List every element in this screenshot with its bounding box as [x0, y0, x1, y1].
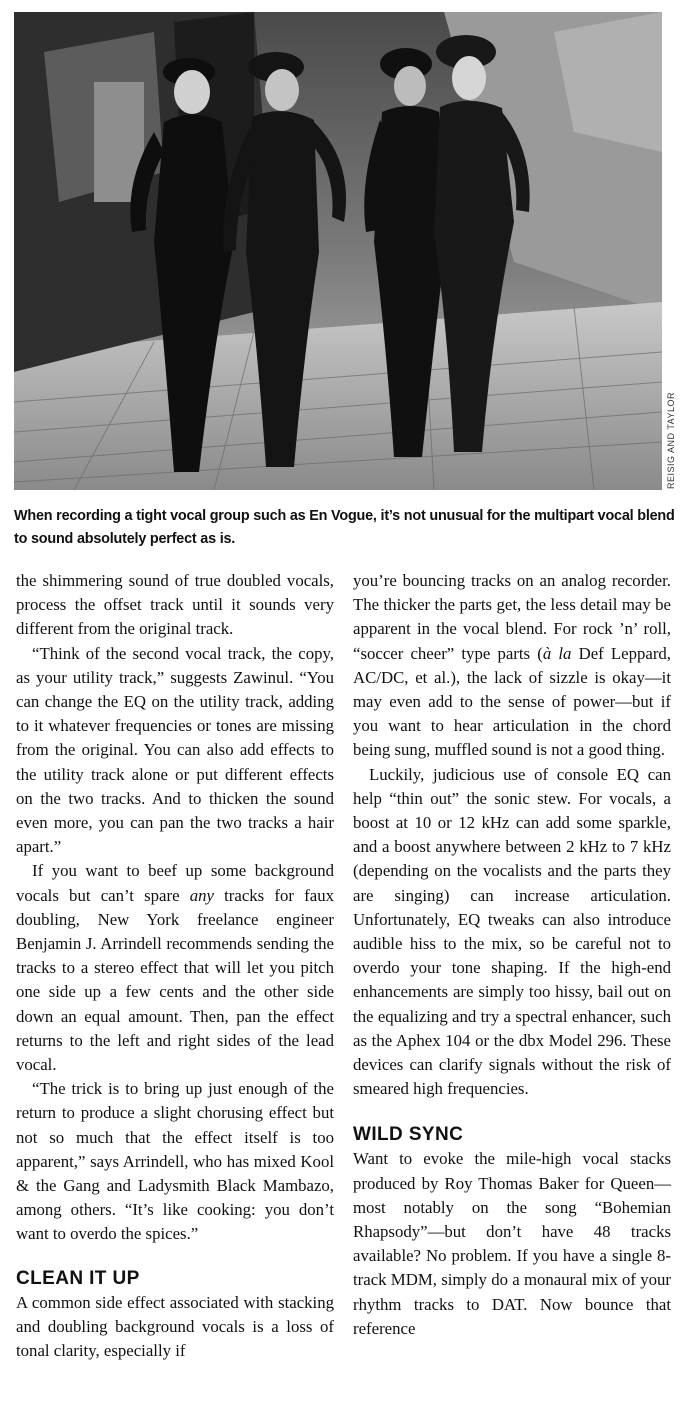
paragraph-text: tracks for faux doubling, New York freelance engineer Benjamin J. Arrindell recommends sending the tracks to a stereo effect that will let you pitch one side up a few cents and the other side down an equal amount. Then, pan the effect returns to the left and right sides of the lead vocal.	[16, 885, 334, 1075]
right-column	[353, 569, 671, 1341]
emphasis: any	[189, 885, 214, 905]
paragraph: Want to evoke the mile-high vocal stacks produced by Roy Thomas Baker for Queen—most notably on the song “Bohemian Rhapsody”—but don’t have 48 tracks available? No problem. If you have a single 8-track MDM, simply do a monaural mix of your rhythm tracks to DAT. Now bounce that reference	[353, 1149, 671, 1338]
paragraph: “The trick is to bring up just enough of the return to produce a slight chorusing effect but not so much that the effect itself is too apparent,” says Arrindell, who has mixed Kool & the Gang and Ladysmith Black Mambazo, among others. “It’s like cooking: you don’t want to overdo the spices.”	[16, 1079, 334, 1244]
paragraph: Luckily, judicious use of console EQ can help “thin out” the sonic stew. For vocals, a boost at 10 or 12 kHz can add some sparkle, and a boost anywhere between 2 kHz to 7 kHz (depending on the vocalists and the parts they are singing) can increase articulation. Unfortunately, EQ tweaks can also introduce audible hiss to the mix, so be careful not to overdo your tone shaping. If the high-end enhancements are simply too hissy, bail out on the equalizing and try a spectral enhancer, such as the Aphex 104 or the dbx Model 296. These devices can clarify signals without the risk of smeared high frequencies.	[353, 764, 671, 1099]
paragraph	[16, 859, 334, 1077]
band-photo	[14, 12, 662, 490]
paragraph-text: you’re bouncing tracks on an analog recorder. The thicker the parts get, the less detail may be apparent in the vocal blend. For rock ’n’ roll, “soccer cheer” type parts (	[353, 571, 671, 663]
section-heading: WILD SYNC	[353, 1124, 464, 1146]
emphasis: à la	[542, 643, 572, 663]
paragraph	[353, 569, 671, 763]
left-column	[16, 569, 334, 1363]
paragraph-text: Def Leppard, AC/DC, et al.), the lack of sizzle is okay—it may even add to the sense of power—but if you want to hear articulation in the chord being sung, muffled sound is not a good thing.	[353, 643, 671, 760]
band-photo-illustration	[14, 12, 662, 490]
section-heading: CLEAN IT UP	[16, 1267, 140, 1289]
paragraph: A common side effect associated with stacking and doubling background vocals is a loss of tonal clarity, especially if	[16, 1292, 334, 1361]
paragraph-text: If you want to beef up some background vocals but can’t spare	[16, 861, 334, 905]
photo-caption: When recording a tight vocal group such as En Vogue, it’s not unusual for the multipart vocal blend to sound absolutely perfect as is.	[14, 508, 675, 547]
paragraph: the shimmering sound of true doubled vocals, process the offset track until it sounds very different from the original track.	[16, 571, 334, 639]
paragraph: “Think of the second vocal track, the copy, as your utility track,” suggests Zawinul. “You can change the EQ on the utility track, adding to it whatever frequencies or tones are missing from the original. You can also add effects to the utility track alone or put different effects on the two tracks. And to thicken the sound even more, you can pan the two tracks a hair apart.”	[16, 643, 334, 857]
photo-credit: REISIG AND TAYLOR	[666, 391, 676, 489]
